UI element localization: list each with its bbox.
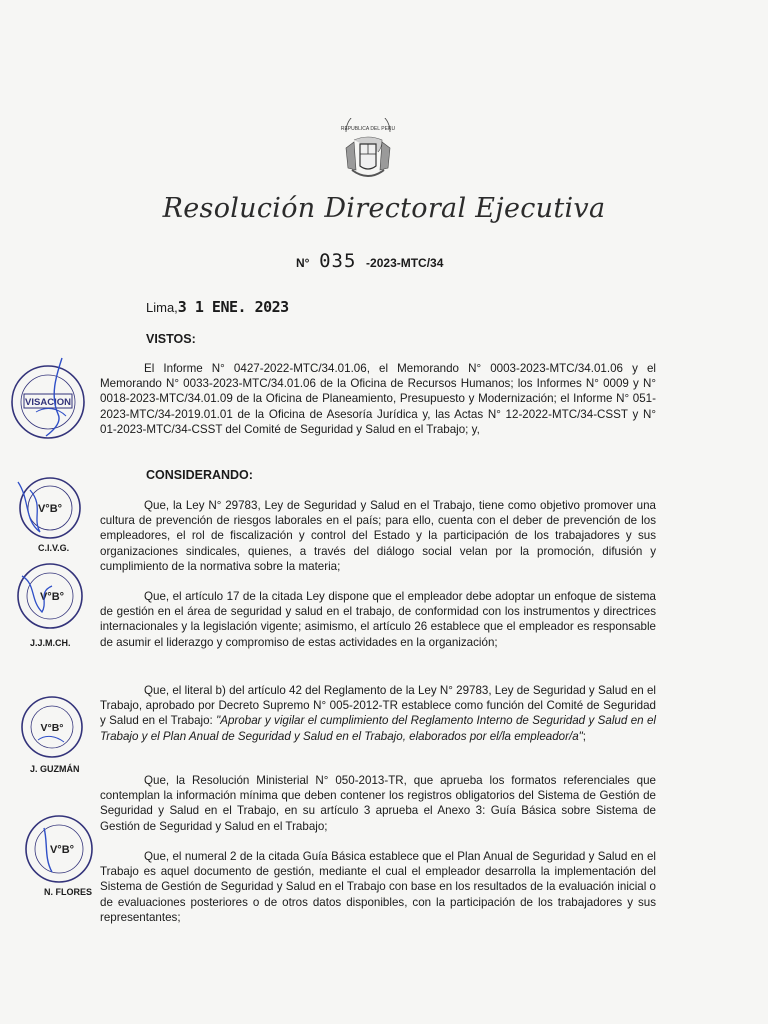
paragraph-5-text: Que, el numeral 2 de la citada Guía Básica establece que el Plan Anual de Seguridad y Salud en el Trabajo es aquel documento de gestión, mediante el cual el empleador desarrolla la implementación del Sistema de Gestión de Seguridad y Salud en el Trabajo con base en los resultados de la evaluación inicial o de evaluaciones posteriores o de otros datos disponibles, con la participación de los trabajadores y sus representantes;: [100, 850, 656, 924]
vb-label-1: V°B°: [37, 503, 63, 515]
paragraph-3-quote: "Aprobar y vigilar el cumplimiento del Reglamento Interno de Seguridad y Salud en el Trabajo y el Plan Anual de Seguridad y Salud en el Trabajo, elaborados por el/la empleador/a": [100, 714, 656, 743]
vistos-paragraph: [100, 361, 656, 437]
paragraph-4-text: Que, la Resolución Ministerial N° 050-2013-TR, que aprueba los formatos referenciales que contemplan la información mínima que deben contener los registros obligatorios del Sistema de Gestión de Seguridad y Salud en el Trabajo, en su artículo 3 aprueba el Anexo 3: Guía Básica sobre Sistema de Gestión de Seguridad y Salud en el Trabajo;: [100, 774, 656, 833]
vb-stamp-2: [8, 556, 92, 636]
stamp-caption-civg: C.I.V.G.: [38, 543, 70, 553]
considerando-paragraph-2: [100, 589, 656, 650]
vb-stamp-4: [14, 808, 104, 890]
paragraph-3-text: Que, el literal b) del artículo 42 del Reglamento de la Ley N° 29783, Ley de Seguridad y Salud en el Trabajo, aprobado por Decreto Supremo N° 005-2012-TR establece como función del Comité de Seguridad y Salud en el Trabajo:: [100, 684, 656, 728]
paragraph-3-end: ;: [582, 729, 586, 743]
visacion-stamp: [6, 356, 90, 450]
resolution-number: [296, 250, 443, 272]
stamp-caption-jjmch: J.J.M.CH.: [30, 638, 71, 648]
number-suffix: -2023-MTC/34: [366, 256, 444, 270]
considerando-paragraph-5: [100, 849, 656, 925]
considerando-paragraph-1: [100, 498, 656, 574]
vb-label-3: V°B°: [40, 722, 64, 734]
considerando-paragraph-4: [100, 773, 656, 834]
vb-label-2: V°B°: [39, 591, 65, 603]
vb-stamp-1: [10, 470, 90, 546]
visacion-label: VISACION: [25, 397, 71, 408]
considerando-heading: CONSIDERANDO:: [146, 468, 253, 482]
date-place: Lima,: [146, 300, 178, 315]
stamp-caption-jguzman: J. GUZMÁN: [30, 764, 80, 774]
document-title: Resolución Directoral Ejecutiva: [162, 193, 606, 224]
vb-stamp-3: [14, 690, 90, 764]
number-value: 035: [319, 250, 357, 272]
peru-coat-of-arms-icon: [332, 118, 404, 190]
vb-label-4: V°B°: [49, 844, 75, 856]
paragraph-2-text: Que, el artículo 17 de la citada Ley dispone que el empleador debe adoptar un enfoque de sistema de gestión en el área de seguridad y salud en el trabajo, de conformidad con los instrumentos y directrices internacionales y la legislación vigente; asimismo, el artículo 26 establece que el empleador es responsable de asumir el liderazgo y compromiso de estas actividades en la organización;: [100, 590, 656, 649]
date-stamp: 3 1 ENE. 2023: [177, 298, 289, 316]
svg-text:REPUBLICA DEL PERU: REPUBLICA DEL PERU: [340, 126, 396, 132]
vistos-heading: VISTOS:: [146, 332, 196, 346]
paragraph-1-text: Que, la Ley N° 29783, Ley de Seguridad y Salud en el Trabajo, tiene como objetivo promover una cultura de prevención de riesgos laborales en el país; para ello, cuenta con el deber de prevención de los empleadores, el rol de fiscalización y control del Estado y la participación de los trabajadores y sus organizaciones sindicales, quienes, a través del diálogo social velan por la promoción, difusión y cumplimiento de la normativa sobre la materia;: [100, 499, 656, 573]
stamp-caption-nflores: N. FLORES: [44, 887, 93, 897]
vistos-text: El Informe N° 0427-2022-MTC/34.01.06, el Memorando N° 0003-2023-MTC/34.01.06 y el Memorando N° 0033-2023-MTC/34.01.06 de la Oficina de Recursos Humanos; los Informes N° 0009 y N° 0018-2023-MTC/34.01.09 de la Oficina de Planeamiento, Presupuesto y Modernización; el Informe N° 051-2023-MTC/34-2019.01.01 de la Oficina de Asesoría Jurídica y, las Actas N° 12-2022-MTC/34-CSST y N° 01-2023-MTC/34-CSST del Comité de Seguridad y Salud en el Trabajo; y,: [100, 362, 656, 436]
number-prefix: N°: [296, 256, 310, 270]
date-line: [146, 298, 289, 316]
considerando-paragraph-3: [100, 683, 656, 744]
